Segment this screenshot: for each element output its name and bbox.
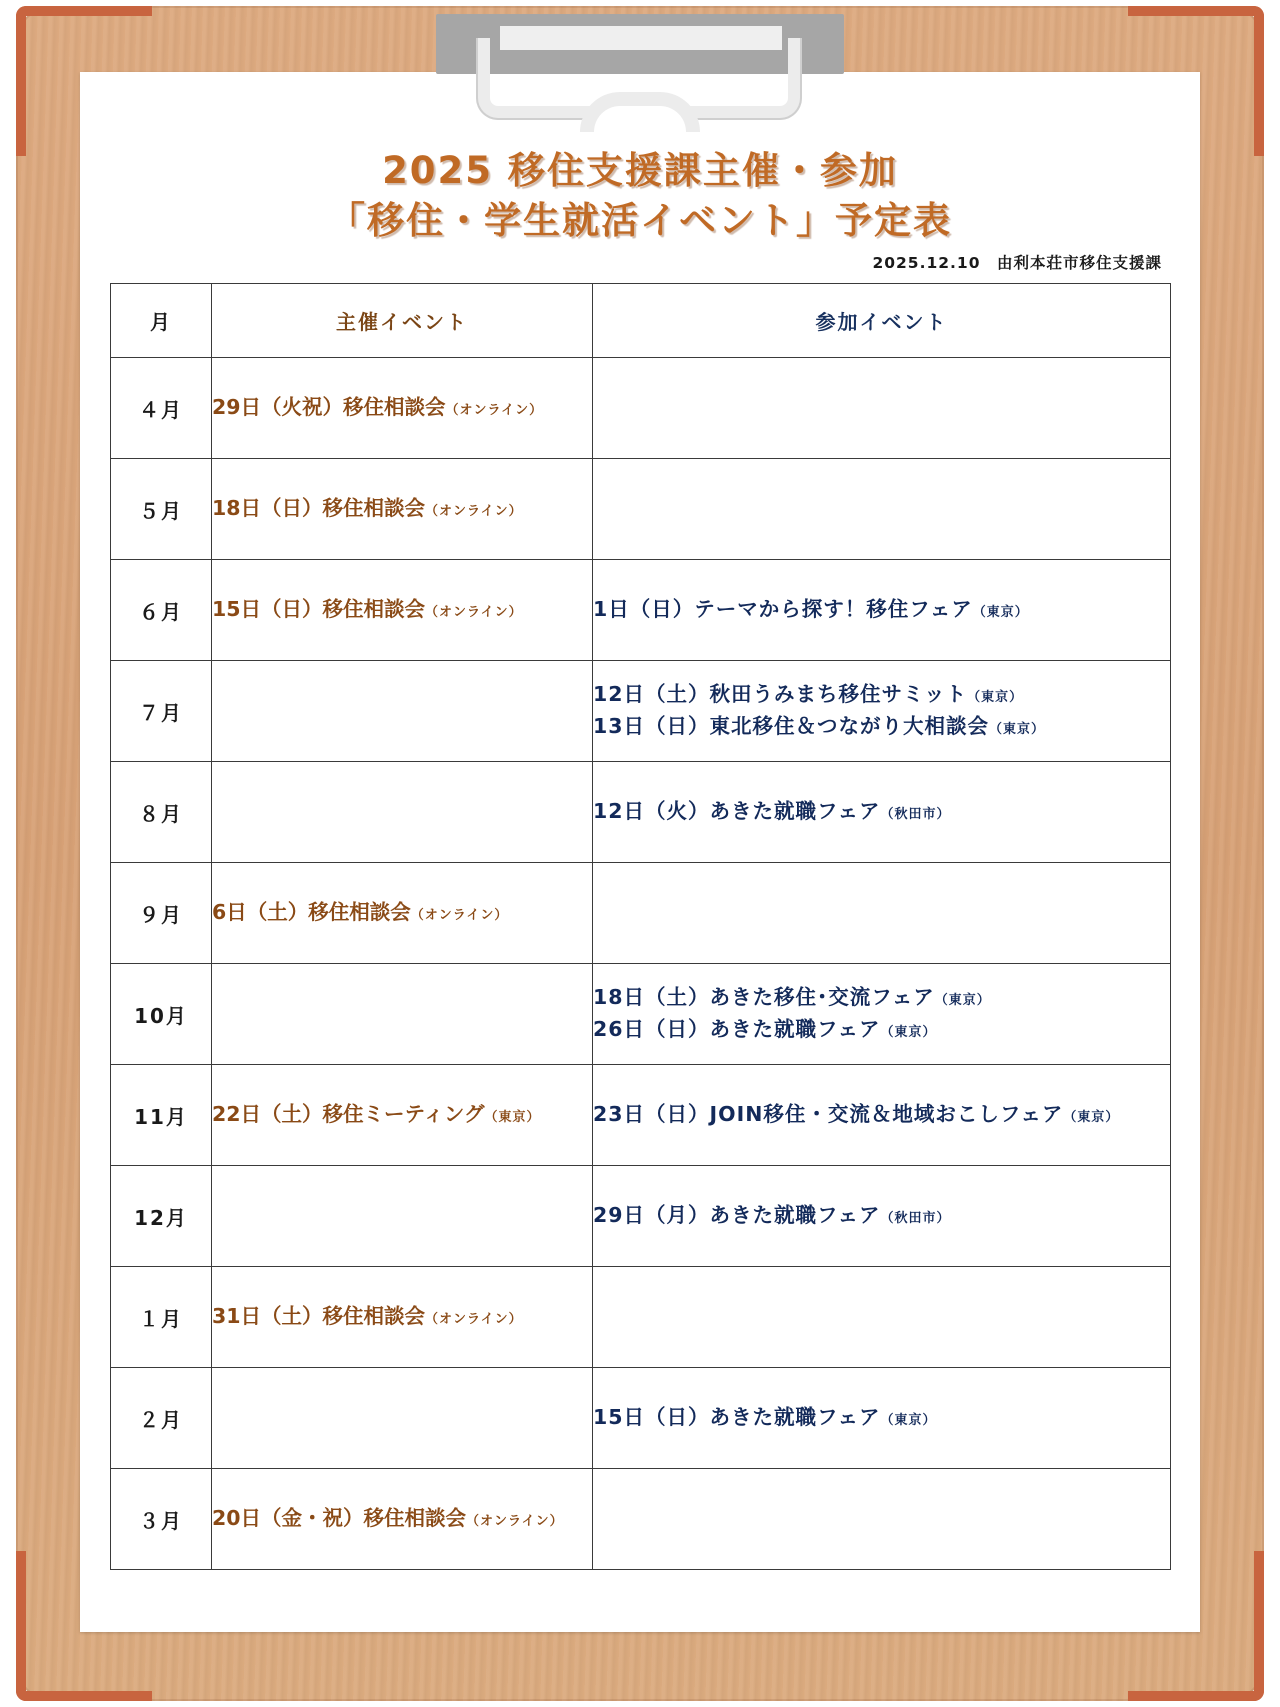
corner-trim <box>1128 6 1264 16</box>
table-row <box>111 560 1171 661</box>
joined-event-location: （東京） <box>880 1025 937 1040</box>
joined-event-line <box>593 1099 1170 1131</box>
joined-event-text: 12日（土）秋田うみまち移住サミット <box>593 682 968 707</box>
issued-date-department: 2025.12.10 由利本荘市移住支援課 <box>872 254 1162 272</box>
month-cell: ３月 <box>111 1469 212 1570</box>
joined-event-location: （秋田市） <box>880 807 951 823</box>
page-title-line2: 「移住・学生就活イベント」予定表 <box>328 199 952 242</box>
joined-event-cell <box>593 459 1171 560</box>
joined-event-location: （秋田市） <box>880 1211 951 1227</box>
hosted-event-cell <box>212 863 593 964</box>
joined-event-line <box>593 982 1170 1014</box>
hosted-event-location: （オンライン） <box>425 1312 523 1328</box>
header-hosted-events: 主催イベント <box>212 284 593 358</box>
header-month: 月 <box>111 284 212 358</box>
joined-event-text: 13日（日）東北移住＆つながり大相談会 <box>593 714 990 738</box>
header-joined-events: 参加イベント <box>593 284 1171 358</box>
joined-event-line <box>593 1402 1170 1434</box>
hosted-event-cell <box>212 358 593 459</box>
table-row <box>111 964 1171 1065</box>
joined-event-line <box>593 679 1170 711</box>
table-row <box>111 863 1171 964</box>
hosted-event-cell <box>212 762 593 863</box>
joined-event-line <box>593 594 1170 626</box>
joined-event-location: （東京） <box>967 690 1024 706</box>
hosted-event-text: 20日（金・祝）移住相談会 <box>212 1506 467 1531</box>
hosted-event-location: （オンライン） <box>445 403 544 419</box>
joined-event-cell <box>593 1065 1171 1166</box>
joined-event-line <box>593 796 1170 828</box>
joined-event-cell <box>593 1267 1171 1368</box>
hosted-event-location: （東京） <box>484 1110 541 1126</box>
hosted-event-cell <box>212 661 593 762</box>
joined-event-cell <box>593 863 1171 964</box>
joined-event-line <box>593 1014 1170 1046</box>
hosted-event-cell <box>212 1368 593 1469</box>
table-row <box>111 1267 1171 1368</box>
table-row <box>111 762 1171 863</box>
hosted-event-location: （オンライン） <box>410 908 509 924</box>
corner-trim <box>16 6 152 16</box>
corner-trim <box>1128 1691 1264 1701</box>
joined-event-line <box>593 711 1170 743</box>
month-cell: ４月 <box>111 358 212 459</box>
joined-event-text: 26日（日）あきた就職フェア <box>593 1017 881 1041</box>
hosted-event-text: 15日（日）移住相談会 <box>212 597 426 622</box>
page-title-line1: 2025 移住支援課主催・参加 <box>382 149 898 192</box>
hosted-event-cell <box>212 560 593 661</box>
table-row <box>111 1166 1171 1267</box>
table-row <box>111 358 1171 459</box>
joined-event-location: （東京） <box>989 722 1046 737</box>
joined-event-text: 18日（土）あきた移住･交流フェア <box>593 985 935 1010</box>
hosted-event-text: 18日（日）移住相談会 <box>212 496 426 521</box>
corner-trim <box>16 1691 152 1701</box>
hosted-event-location: （オンライン） <box>425 605 523 621</box>
joined-event-text: 15日（日）あきた就職フェア <box>593 1405 881 1430</box>
hosted-event-cell <box>212 964 593 1065</box>
joined-event-text: 29日（月）あきた就職フェア <box>593 1203 881 1228</box>
hosted-event-text: 31日（土）移住相談会 <box>212 1304 426 1329</box>
hosted-event-cell <box>212 1065 593 1166</box>
hosted-event-text: 29日（火祝）移住相談会 <box>212 395 446 420</box>
joined-event-cell <box>593 762 1171 863</box>
hosted-event-cell <box>212 1469 593 1570</box>
joined-event-cell <box>593 358 1171 459</box>
month-cell: ６月 <box>111 560 212 661</box>
joined-event-location: （東京） <box>934 993 991 1009</box>
joined-event-cell <box>593 1368 1171 1469</box>
month-cell: ７月 <box>111 661 212 762</box>
joined-event-text: 12日（火）あきた就職フェア <box>593 799 881 824</box>
month-cell: ５月 <box>111 459 212 560</box>
table-header-row <box>111 284 1171 358</box>
corner-trim <box>16 1551 26 1701</box>
joined-event-text: 1日（日）テーマから探す！移住フェア <box>593 597 973 622</box>
table-body <box>111 358 1171 1570</box>
hosted-event-location: （オンライン） <box>425 504 523 520</box>
month-cell: 10月 <box>111 964 212 1065</box>
joined-event-cell <box>593 661 1171 762</box>
joined-event-text: 23日（日）JOIN移住・交流＆地域おこしフェア <box>593 1102 1064 1127</box>
hosted-event-cell <box>212 1166 593 1267</box>
month-cell: ８月 <box>111 762 212 863</box>
corner-trim <box>1254 1551 1264 1701</box>
clip-bump <box>580 92 700 132</box>
joined-event-cell <box>593 560 1171 661</box>
month-cell: ２月 <box>111 1368 212 1469</box>
hosted-event-text: 22日（土）移住ミーティング <box>212 1102 485 1127</box>
hosted-event-cell <box>212 459 593 560</box>
corner-trim <box>16 6 26 156</box>
joined-event-location: （東京） <box>1063 1110 1120 1126</box>
joined-event-cell <box>593 964 1171 1065</box>
schedule-table <box>110 283 1171 1570</box>
hosted-event-cell <box>212 1267 593 1368</box>
joined-event-line <box>593 1200 1170 1232</box>
month-cell: １月 <box>111 1267 212 1368</box>
month-cell: 12月 <box>111 1166 212 1267</box>
joined-event-location: （東京） <box>880 1413 937 1429</box>
corner-trim <box>1254 6 1264 156</box>
joined-event-location: （東京） <box>972 605 1029 621</box>
month-cell: ９月 <box>111 863 212 964</box>
joined-event-cell <box>593 1469 1171 1570</box>
hosted-event-text: 6日（土）移住相談会 <box>212 900 411 925</box>
table-row <box>111 459 1171 560</box>
joined-event-cell <box>593 1166 1171 1267</box>
month-cell: 11月 <box>111 1065 212 1166</box>
hosted-event-location: （オンライン） <box>466 1514 564 1530</box>
table-row <box>111 1065 1171 1166</box>
table-row <box>111 1368 1171 1469</box>
table-row <box>111 1469 1171 1570</box>
table-row <box>111 661 1171 762</box>
